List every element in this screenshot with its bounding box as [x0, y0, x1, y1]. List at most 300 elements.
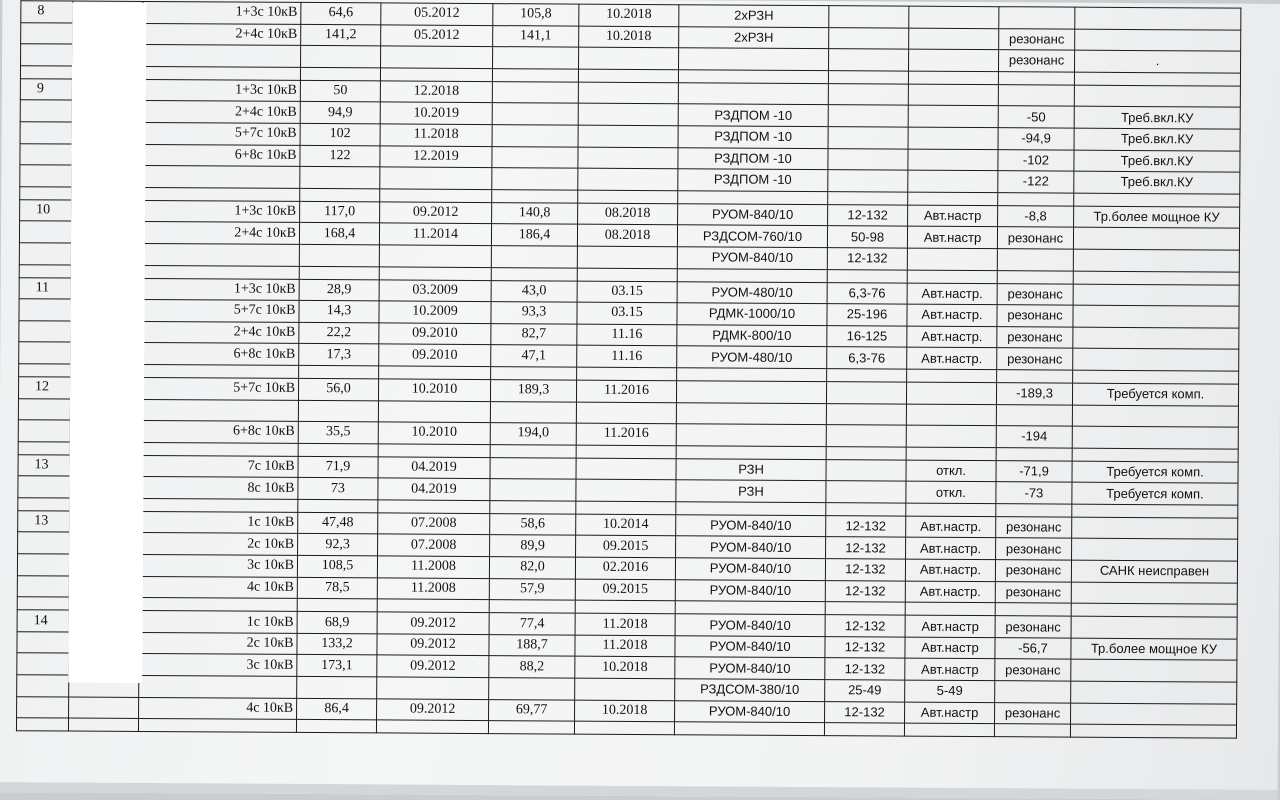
mode-cell: Авт.настр. [906, 538, 996, 560]
range-cell: 12-132 [825, 615, 905, 637]
group-number-empty-cell [18, 476, 70, 498]
note-cell [1073, 327, 1239, 350]
mode-cell: 5-49 [905, 680, 995, 702]
separator-cell [824, 723, 904, 736]
load-before-cell: 35,5 [298, 422, 378, 444]
mode-cell: Авт.настр. [907, 283, 997, 305]
equipment-cell [678, 83, 828, 106]
feeder-cell: 8с 10кВ [140, 477, 298, 500]
group-number-cell: 14 [17, 610, 69, 632]
separator-cell [19, 364, 71, 377]
date-before-cell: 09.2010 [379, 323, 491, 345]
range-cell [828, 148, 908, 170]
compensation-cell: -56,7 [995, 638, 1071, 660]
load-after-cell [492, 168, 578, 190]
mode-cell: Авт.настр [905, 702, 995, 724]
date-before-cell: 05.2012 [381, 25, 493, 47]
load-after-cell: 43,0 [491, 280, 577, 302]
compensation-cell: резонанс [996, 538, 1072, 560]
equipment-cell: РУОМ-840/10 [675, 614, 825, 637]
separator-cell [576, 445, 676, 459]
load-before-cell: 92,3 [298, 534, 378, 556]
load-before-cell [301, 46, 381, 68]
compensation-cell: -71,9 [996, 460, 1072, 482]
compensation-cell: -102 [998, 149, 1074, 171]
group-number-empty-cell [17, 554, 69, 576]
load-after-cell: 188,7 [489, 634, 575, 656]
range-cell [826, 481, 906, 503]
separator-cell [678, 190, 828, 204]
load-before-cell [297, 676, 377, 698]
range-cell: 12-132 [825, 658, 905, 680]
equipment-cell: РУОМ-840/10 [675, 657, 825, 680]
load-after-cell: 105,8 [493, 4, 579, 26]
range-cell [826, 403, 906, 425]
load-before-cell: 102 [300, 123, 380, 145]
separator-cell [825, 602, 905, 615]
separator-cell [828, 191, 908, 204]
load-before-cell: 78,5 [297, 577, 377, 599]
load-before-cell: 141,2 [301, 24, 381, 46]
date-after-cell [577, 246, 677, 268]
separator-cell [19, 264, 71, 277]
load-before-cell: 22,2 [299, 322, 379, 344]
range-cell [826, 425, 906, 447]
group-number-empty-cell [21, 22, 73, 44]
group-number-empty-cell [20, 122, 72, 144]
equipment-cell: РЗН [676, 480, 826, 503]
scan-edge [0, 782, 1278, 800]
separator-cell [299, 365, 379, 378]
mode-cell [909, 6, 999, 28]
compensation-cell [997, 249, 1073, 271]
equipment-cell: 2хРЗН [679, 5, 829, 28]
load-after-cell [492, 81, 578, 103]
feeder-cell: 2с 10кВ [140, 533, 298, 556]
feeder-cell: 6+8с 10кВ [142, 144, 300, 167]
note-cell [1071, 703, 1237, 726]
feeder-cell: 2+4с 10кВ [141, 321, 299, 344]
separator-cell [491, 267, 577, 281]
date-before-cell: 07.2008 [378, 534, 490, 556]
separator-cell [907, 270, 997, 284]
load-after-cell: 69,77 [489, 699, 575, 721]
date-after-cell [579, 47, 679, 69]
range-cell: 12-132 [825, 636, 905, 658]
range-cell: 16-125 [827, 325, 907, 347]
separator-cell [140, 442, 298, 456]
separator-cell [18, 498, 70, 511]
group-number-empty-cell [19, 243, 71, 265]
load-after-cell [489, 678, 575, 700]
mode-cell [909, 49, 999, 71]
load-before-cell: 71,9 [298, 456, 378, 478]
note-cell [1073, 249, 1239, 272]
compensation-cell [995, 681, 1071, 703]
mode-cell: Авт.настр. [906, 516, 996, 538]
group-number-empty-cell [19, 221, 71, 243]
feeder-cell: 3с 10кВ [139, 555, 297, 578]
separator-cell [575, 600, 675, 614]
mode-cell: Авт.настр [905, 615, 995, 637]
separator-cell [20, 65, 72, 78]
separator-cell [908, 71, 998, 85]
mode-cell: Авт.настр. [907, 347, 997, 369]
compensation-cell: резонанс [995, 581, 1071, 603]
separator-cell [20, 186, 72, 199]
note-cell: Тр.более мощное КУ [1074, 206, 1240, 229]
load-after-cell [493, 47, 579, 69]
mode-cell [908, 127, 998, 149]
separator-cell [994, 724, 1070, 737]
date-after-cell: 11.16 [577, 345, 677, 367]
feeder-cell [142, 166, 300, 189]
separator-cell [574, 721, 674, 735]
load-before-cell: 168,4 [299, 223, 379, 245]
group-number-empty-cell [18, 420, 70, 442]
compensation-cell: резонанс [997, 283, 1073, 305]
load-before-cell: 17,3 [299, 344, 379, 366]
load-after-cell [492, 103, 578, 125]
group-number-empty-cell [19, 320, 71, 342]
compensation-cell: резонанс [997, 227, 1073, 249]
separator-cell [140, 498, 298, 512]
separator-cell [676, 445, 826, 459]
compensation-cell: -94,9 [998, 128, 1074, 150]
note-cell: Треб.вкл.КУ [1074, 128, 1240, 151]
group-number-cell: 10 [20, 199, 72, 221]
date-before-cell [379, 245, 491, 267]
date-after-cell: 08.2018 [578, 203, 678, 225]
date-after-cell: 03.15 [577, 302, 677, 324]
separator-cell [828, 70, 908, 83]
range-cell [829, 6, 909, 28]
separator-cell [577, 367, 677, 381]
separator-cell [826, 446, 906, 459]
load-before-cell: 28,9 [299, 279, 379, 301]
note-cell [1071, 660, 1237, 683]
separator-cell [380, 68, 492, 82]
note-cell [1073, 284, 1239, 307]
date-after-cell [578, 147, 678, 169]
compensation-cell: -189,3 [996, 383, 1072, 405]
range-cell [826, 459, 906, 481]
note-cell [1073, 348, 1239, 371]
date-before-cell: 09.2010 [379, 344, 491, 366]
separator-cell [995, 603, 1071, 616]
note-cell: Треб.вкл.КУ [1074, 171, 1240, 194]
separator-cell [492, 68, 578, 82]
mode-cell: откл. [906, 460, 996, 482]
separator-cell [908, 192, 998, 206]
mode-cell: Авт.настр. [907, 304, 997, 326]
separator-cell [141, 364, 299, 378]
note-cell [1072, 426, 1238, 449]
date-before-cell: 11.2008 [377, 578, 489, 600]
mode-cell [908, 106, 998, 128]
load-before-cell: 86,4 [297, 698, 377, 720]
note-cell: Тр.более мощное КУ [1071, 638, 1237, 661]
note-cell [1075, 29, 1241, 52]
compensation-cell [996, 404, 1072, 426]
group-number-cell: 8 [21, 1, 73, 23]
group-number-empty-cell [20, 165, 72, 187]
date-before-cell: 10.2009 [379, 301, 491, 323]
separator-cell [378, 444, 490, 458]
separator-cell [905, 602, 995, 616]
compensation-cell: резонанс [996, 517, 1072, 539]
compensation-cell: резонанс [999, 28, 1075, 50]
feeder-cell: 1с 10кВ [139, 611, 297, 634]
date-before-cell: 10.2010 [378, 379, 490, 401]
mode-cell [908, 84, 998, 106]
equipment-cell: РУОМ-840/10 [675, 558, 825, 581]
date-after-cell [578, 168, 678, 190]
separator-cell [139, 598, 297, 612]
load-after-cell: 189,3 [490, 379, 576, 401]
load-before-cell: 68,9 [297, 612, 377, 634]
load-after-cell: 47,1 [491, 345, 577, 367]
group-number-empty-cell [17, 632, 69, 654]
name-cell [69, 697, 139, 719]
feeder-cell: 1с 10кВ [140, 511, 298, 534]
equipment-cell [679, 48, 829, 71]
equipment-cell: РДМК-800/10 [677, 324, 827, 347]
equipment-cell: РУОМ-840/10 [675, 636, 825, 659]
separator-cell [489, 600, 575, 614]
separator-cell [300, 188, 380, 201]
equipment-cell: РЗДПОМ -10 [678, 147, 828, 170]
load-before-cell: 50 [300, 80, 380, 102]
separator-cell [298, 443, 378, 456]
date-before-cell: 03.2009 [379, 279, 491, 301]
range-cell: 25-49 [825, 680, 905, 702]
separator-cell [376, 720, 488, 734]
date-before-cell: 11.2008 [377, 556, 489, 578]
range-cell [829, 27, 909, 49]
separator-cell [17, 597, 69, 610]
date-after-cell [575, 678, 675, 700]
group-number-empty-cell [17, 575, 69, 597]
group-number-empty-cell [18, 532, 70, 554]
load-before-cell: 173,1 [297, 655, 377, 677]
load-after-cell: 186,4 [491, 224, 577, 246]
load-before-cell: 133,2 [297, 633, 377, 655]
separator-cell [998, 71, 1074, 84]
separator-cell [674, 722, 824, 736]
feeder-cell [140, 399, 298, 422]
separator-cell [379, 366, 491, 380]
range-cell: 12-132 [826, 516, 906, 538]
load-before-cell: 117,0 [300, 201, 380, 223]
load-before-cell [298, 400, 378, 422]
separator-cell [906, 503, 996, 517]
date-after-cell: 08.2018 [577, 224, 677, 246]
group-number-cell: 12 [18, 377, 70, 399]
separator-cell [492, 189, 578, 203]
mode-cell: Авт.настр [907, 226, 997, 248]
date-after-cell [578, 103, 678, 125]
mode-cell [908, 149, 998, 171]
equipment-cell: РЗДПОМ -10 [678, 104, 828, 127]
load-after-cell: 93,3 [491, 302, 577, 324]
separator-cell [18, 441, 70, 454]
equipment-cell: РУОМ-840/10 [675, 579, 825, 602]
load-after-cell: 141,1 [493, 25, 579, 47]
separator-cell [675, 601, 825, 615]
equipment-cell: РЗН [676, 458, 826, 481]
range-cell [828, 83, 908, 105]
separator-cell [997, 270, 1073, 283]
range-cell: 12-132 [825, 580, 905, 602]
separator-cell [379, 266, 491, 280]
range-cell [826, 382, 906, 404]
mode-cell: откл. [906, 481, 996, 503]
mode-cell [907, 248, 997, 270]
separator-cell [1071, 603, 1237, 617]
range-cell: 12-132 [827, 248, 907, 270]
load-before-cell [299, 244, 379, 266]
separator-cell [826, 503, 906, 516]
equipment-cell: РУОМ-840/10 [678, 203, 828, 226]
load-before-cell: 47,48 [298, 512, 378, 534]
note-cell [1071, 616, 1237, 639]
note-cell [1072, 405, 1238, 428]
date-before-cell [381, 46, 493, 68]
mode-cell [906, 425, 996, 447]
date-after-cell: 10.2014 [576, 514, 676, 536]
range-cell: 12-132 [825, 559, 905, 581]
date-after-cell [578, 125, 678, 147]
mode-cell: Авт.настр [905, 659, 995, 681]
range-cell [828, 127, 908, 149]
separator-cell [138, 719, 296, 733]
date-after-cell: 03.15 [577, 281, 677, 303]
compensation-cell: резонанс [995, 702, 1071, 724]
group-number-empty-cell [17, 675, 69, 697]
note-cell [1073, 305, 1239, 328]
load-before-cell: 14,3 [299, 301, 379, 323]
feeder-cell: 5+7с 10кВ [142, 122, 300, 145]
compensation-cell: резонанс [997, 326, 1073, 348]
separator-cell [491, 366, 577, 380]
load-after-cell [490, 401, 576, 423]
group-number-cell: 13 [18, 454, 70, 476]
date-before-cell: 04.2019 [378, 478, 490, 500]
group-number-empty-cell [19, 342, 71, 364]
feeder-cell: 5+7с 10кВ [141, 300, 299, 323]
date-after-cell: 11.16 [577, 324, 677, 346]
equipment-cell: РУОМ-840/10 [676, 515, 826, 538]
equipment-cell: РЗДСОМ-760/10 [677, 225, 827, 248]
mode-cell: Авт.настр. [907, 326, 997, 348]
separator-cell [300, 67, 380, 80]
group-number-empty-cell [18, 398, 70, 420]
separator-cell [377, 599, 489, 613]
compensation-cell: резонанс [995, 560, 1071, 582]
group-number-empty-cell [21, 44, 73, 66]
date-after-cell: 11.2018 [575, 635, 675, 657]
separator-cell [676, 502, 826, 516]
mode-cell: Авт.настр. [905, 559, 995, 581]
separator-cell [1070, 724, 1236, 738]
group-number-cell: 11 [19, 277, 71, 299]
compensation-cell: резонанс [997, 305, 1073, 327]
date-after-cell: 10.2018 [579, 26, 679, 48]
compensation-cell: -50 [998, 106, 1074, 128]
feeder-cell: 4с 10кВ [139, 576, 297, 599]
load-after-cell: 82,7 [491, 323, 577, 345]
equipment-cell: 2хРЗН [679, 26, 829, 49]
separator-cell [296, 720, 376, 733]
note-cell: Требуется комп. [1072, 383, 1238, 406]
date-before-cell: 12.2018 [380, 81, 492, 103]
range-cell: 12-132 [826, 537, 906, 559]
feeder-cell: 1+3с 10кВ [142, 79, 300, 102]
feeder-cell: 2+4с 10кВ [142, 101, 300, 124]
feeder-cell: 6+8с 10кВ [140, 421, 298, 444]
separator-cell [1074, 193, 1240, 207]
substation-compensation-table [16, 0, 1241, 739]
separator-cell [677, 268, 827, 282]
date-before-cell: 09.2012 [377, 634, 489, 656]
separator-cell [68, 718, 138, 731]
load-after-cell [490, 457, 576, 479]
separator-cell [16, 718, 68, 731]
equipment-cell [676, 424, 826, 447]
date-after-cell: 09.2015 [575, 579, 675, 601]
load-before-cell: 122 [300, 145, 380, 167]
feeder-cell: 1+3с 10кВ [143, 1, 301, 24]
load-after-cell: 82,0 [489, 557, 575, 579]
group-number-empty-cell [20, 100, 72, 122]
equipment-cell [676, 381, 826, 404]
date-before-cell: 11.2018 [380, 124, 492, 146]
compensation-cell [998, 84, 1074, 106]
compensation-cell [999, 7, 1075, 29]
separator-cell [141, 265, 299, 279]
date-before-cell: 10.2019 [380, 102, 492, 124]
load-after-cell: 77,4 [489, 613, 575, 635]
range-cell: 12-132 [825, 701, 905, 723]
feeder-cell: 2с 10кВ [139, 632, 297, 655]
separator-cell [1072, 448, 1238, 462]
redaction-block [68, 3, 146, 683]
feeder-cell: 2+4с 10кВ [141, 222, 299, 245]
range-cell: 6,3-76 [827, 347, 907, 369]
separator-cell [907, 369, 997, 383]
load-before-cell: 94,9 [300, 102, 380, 124]
date-after-cell [576, 458, 676, 480]
note-cell: САНК неисправен [1071, 560, 1237, 583]
separator-cell [677, 368, 827, 382]
compensation-cell: резонанс [995, 659, 1071, 681]
load-after-cell [492, 125, 578, 147]
feeder-cell: 5+7с 10кВ [140, 377, 298, 400]
feeder-cell: 2+4с 10кВ [143, 23, 301, 46]
separator-cell [488, 721, 574, 735]
note-cell: Треб.вкл.КУ [1074, 150, 1240, 173]
load-before-cell: 56,0 [298, 378, 378, 400]
group-number-empty-cell [17, 653, 69, 675]
mode-cell [906, 404, 996, 426]
date-after-cell: 10.2018 [575, 657, 675, 679]
mode-cell [908, 170, 998, 192]
date-before-cell: 09.2012 [377, 699, 489, 721]
feeder-cell: 3с 10кВ [139, 654, 297, 677]
separator-cell [827, 369, 907, 382]
note-cell [1075, 7, 1241, 30]
